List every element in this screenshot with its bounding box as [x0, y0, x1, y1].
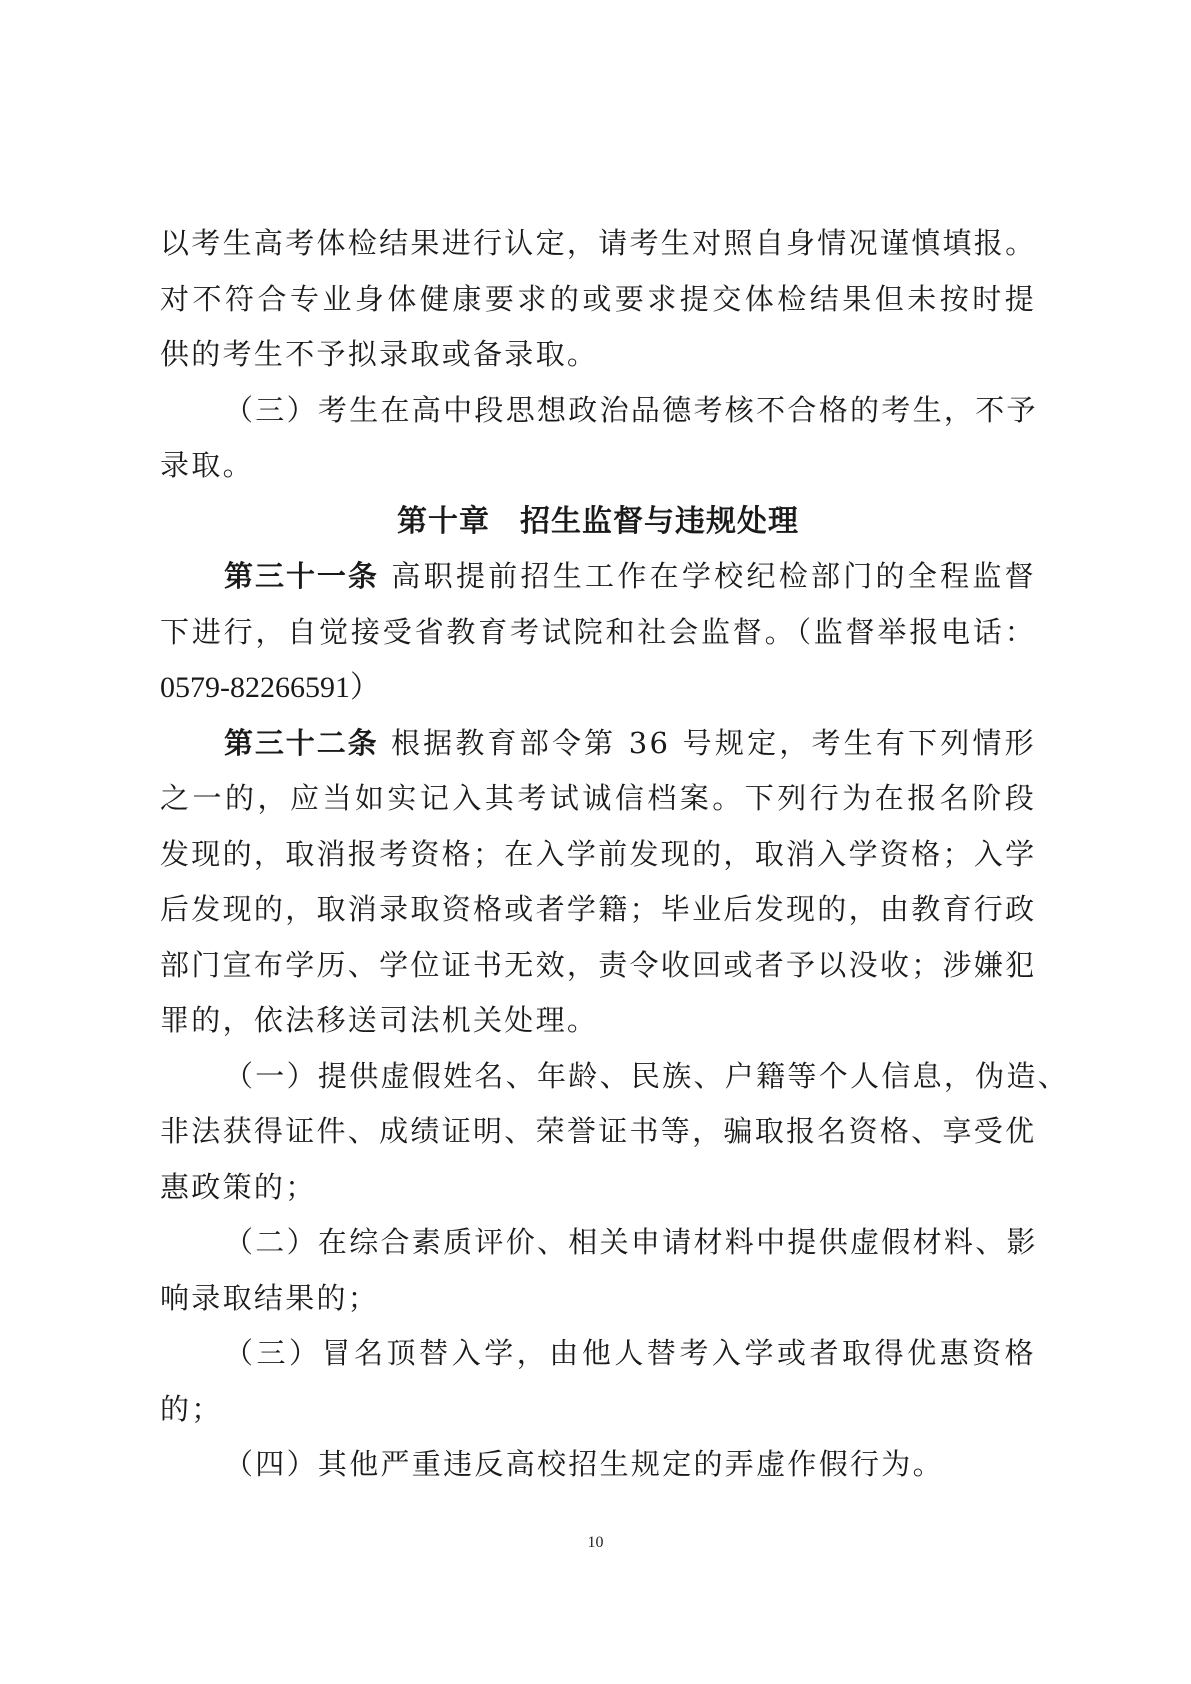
text-line: 后发现的，取消录取资格或者学籍；毕业后发现的，由教育行政 [160, 892, 1037, 926]
text-line: （二）在综合素质评价、相关申请材料中提供虚假材料、影 [224, 1225, 1038, 1259]
text-line: （一）提供虚假姓名、年龄、民族、户籍等个人信息，伪造、 [224, 1058, 1070, 1093]
article-31 [160, 549, 1036, 716]
text-line: 非法获得证件、成绩证明、荣誉证书等，骗取报名资格、享受优 [160, 1114, 1037, 1148]
continued-paragraph [160, 216, 1036, 383]
chapter-number: 第十章 [397, 503, 490, 539]
text-line: 供的考生不予拟录取或备录取。 [160, 337, 599, 371]
text-line: 惠政策的； [160, 1169, 317, 1204]
article-text: 根据教育部令第 36 号规定，考生有下列情形 [390, 725, 1036, 760]
article-32 [160, 716, 1070, 1493]
clause-item-3 [160, 1326, 1036, 1437]
page-number: 10 [587, 1534, 604, 1551]
text-line [160, 549, 1036, 605]
text-line: 部门宣布学历、学位证书无效，责令收回或者予以没收；涉嫌犯 [160, 947, 1037, 982]
page-body [160, 216, 1070, 1493]
text-line: （四）其他严重违反高校招生规定的弄虚作假行为。 [224, 1447, 944, 1481]
text-line: 以考生高考体检结果进行认定，请考生对照自身情况谨慎填报。 [160, 226, 1037, 260]
chapter-heading [160, 494, 1036, 550]
clause-item-4 [160, 1437, 1036, 1493]
article-text: 高职提前招生工作在学校纪检部门的全程监督 [391, 559, 1036, 593]
text-line: 下进行，自觉接受省教育考试院和社会监督。（监督举报电话： [160, 614, 1036, 649]
text-line: 之一的，应当如实记入其考试诚信档案。下列行为在报名阶段 [160, 781, 1036, 815]
phone-number-line: 0579-82266591） [160, 671, 380, 704]
text-line: 对不符合专业身体健康要求的或要求提交体检结果但未按时提 [160, 281, 1036, 316]
text-line: 发现的，取消报考资格；在入学前发现的，取消入学资格；入学 [160, 836, 1037, 871]
article-label: 第三十一条 [224, 559, 379, 593]
text-line: 响录取结果的； [160, 1280, 380, 1315]
clause-item-3-political [160, 383, 1036, 494]
text-line: 罪的，依法移送司法机关处理。 [160, 1003, 599, 1037]
text-line: 的； [160, 1391, 223, 1426]
clause-item-2 [160, 1215, 1036, 1326]
clause-item-1 [160, 1049, 1070, 1216]
text-line [160, 716, 1036, 772]
article-label: 第三十二条 [224, 725, 379, 760]
text-line: 录取。 [160, 448, 254, 482]
chapter-title: 招生监督与违规处理 [520, 503, 799, 539]
text-line: （三）冒名顶替入学，由他人替考入学或者取得优惠资格 [224, 1336, 1036, 1370]
text-line: （三）考生在高中段思想政治品德考核不合格的考生，不予 [224, 392, 1038, 427]
